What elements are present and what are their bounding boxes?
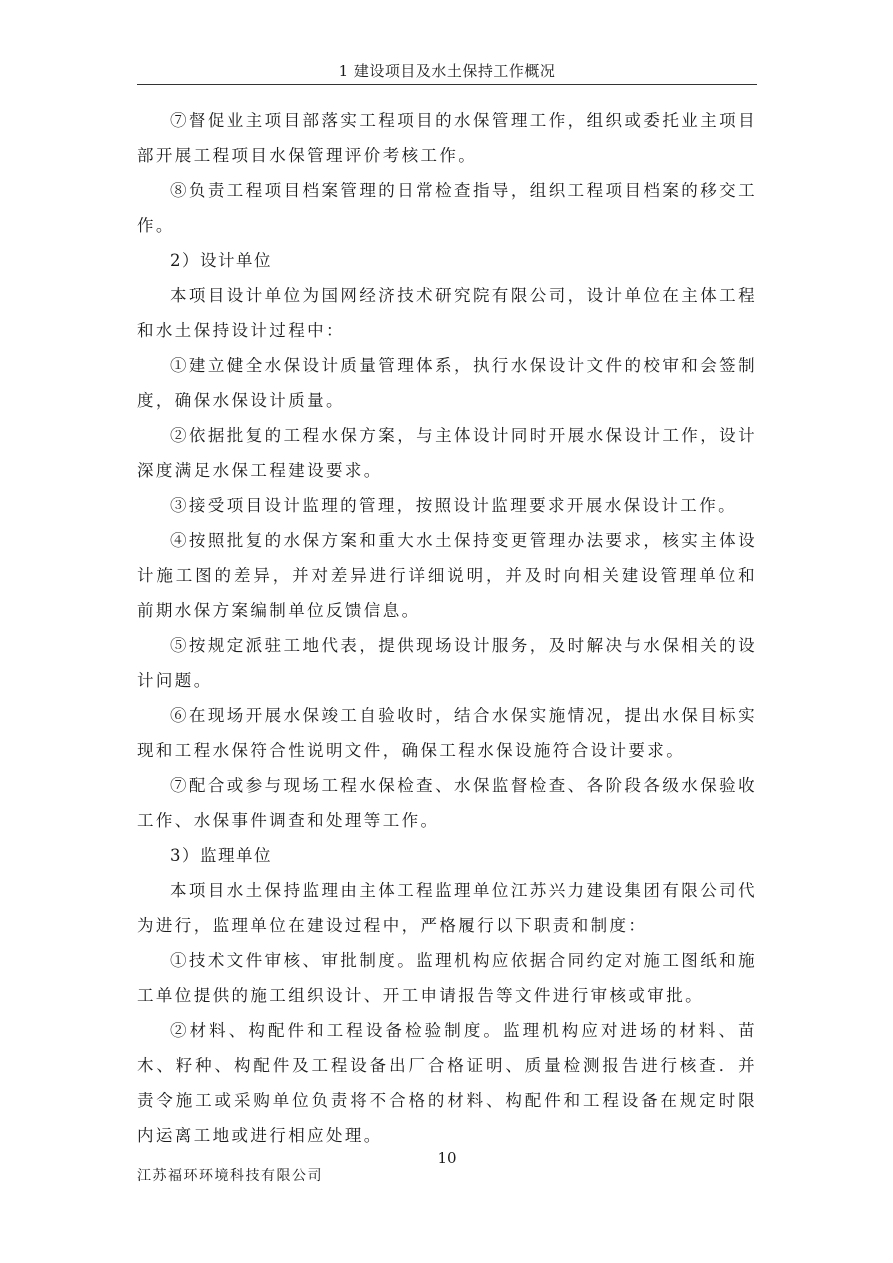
paragraph-supervision-item-2: ②材料、构配件和工程设备检验制度。监理机构应对进场的材料、苗木、籽种、构配件及工程设备出厂合格证明、质量检测报告进行核查．并责令施工或采购单位负责将不合格的材料、构配件和工程设备在规定时限内运离工地或进行相应处理。 — [137, 1021, 757, 1145]
paragraph-item-8-owner: ⑧负责工程项目档案管理的日常检查指导，组织工程项目档案的移交工作。 — [137, 181, 757, 235]
section-heading-design-unit: 2）设计单位 — [170, 251, 272, 270]
page-number: 10 — [437, 1149, 457, 1167]
section-heading-supervision-unit: 3）监理单位 — [170, 846, 272, 865]
page-header-title: 1 建设项目及水土保持工作概况 — [338, 62, 556, 80]
footer-company-name: 江苏福环环境科技有限公司 — [137, 1168, 323, 1184]
header-divider — [137, 84, 757, 85]
document-body — [137, 103, 757, 1153]
paragraph-design-item-2: ②依据批复的工程水保方案，与主体设计同时开展水保设计工作，设计深度满足水保工程建设要求。 — [137, 426, 757, 480]
paragraph-design-item-7: ⑦配合或参与现场工程水保检查、水保监督检查、各阶段各级水保验收工作、水保事件调查和处理等工作。 — [137, 776, 757, 830]
paragraph-design-item-1: ①建立健全水保设计质量管理体系，执行水保设计文件的校审和会签制度，确保水保设计质量。 — [137, 356, 757, 410]
paragraph-supervision-intro: 本项目水土保持监理由主体工程监理单位江苏兴力建设集团有限公司代为进行，监理单位在建设过程中，严格履行以下职责和制度： — [137, 881, 757, 935]
paragraph-design-item-4: ④按照批复的水保方案和重大水土保持变更管理办法要求，核实主体设计施工图的差异，并对差异进行详细说明，并及时向相关建设管理单位和前期水保方案编制单位反馈信息。 — [137, 531, 757, 620]
paragraph-design-item-3: ③接受项目设计监理的管理，按照设计监理要求开展水保设计工作。 — [170, 496, 737, 515]
paragraph-design-item-6: ⑥在现场开展水保竣工自验收时，结合水保实施情况，提出水保目标实现和工程水保符合性说明文件，确保工程水保设施符合设计要求。 — [137, 706, 757, 760]
paragraph-design-item-5: ⑤按规定派驻工地代表，提供现场设计服务，及时解决与水保相关的设计问题。 — [137, 636, 757, 690]
paragraph-item-7-owner: ⑦督促业主项目部落实工程项目的水保管理工作，组织或委托业主项目部开展工程项目水保管理评价考核工作。 — [137, 111, 757, 165]
paragraph-supervision-item-1: ①技术文件审核、审批制度。监理机构应依据合同约定对施工图纸和施工单位提供的施工组织设计、开工申请报告等文件进行审核或审批。 — [137, 951, 757, 1005]
paragraph-design-unit-intro: 本项目设计单位为国网经济技术研究院有限公司，设计单位在主体工程和水土保持设计过程中： — [137, 286, 757, 340]
